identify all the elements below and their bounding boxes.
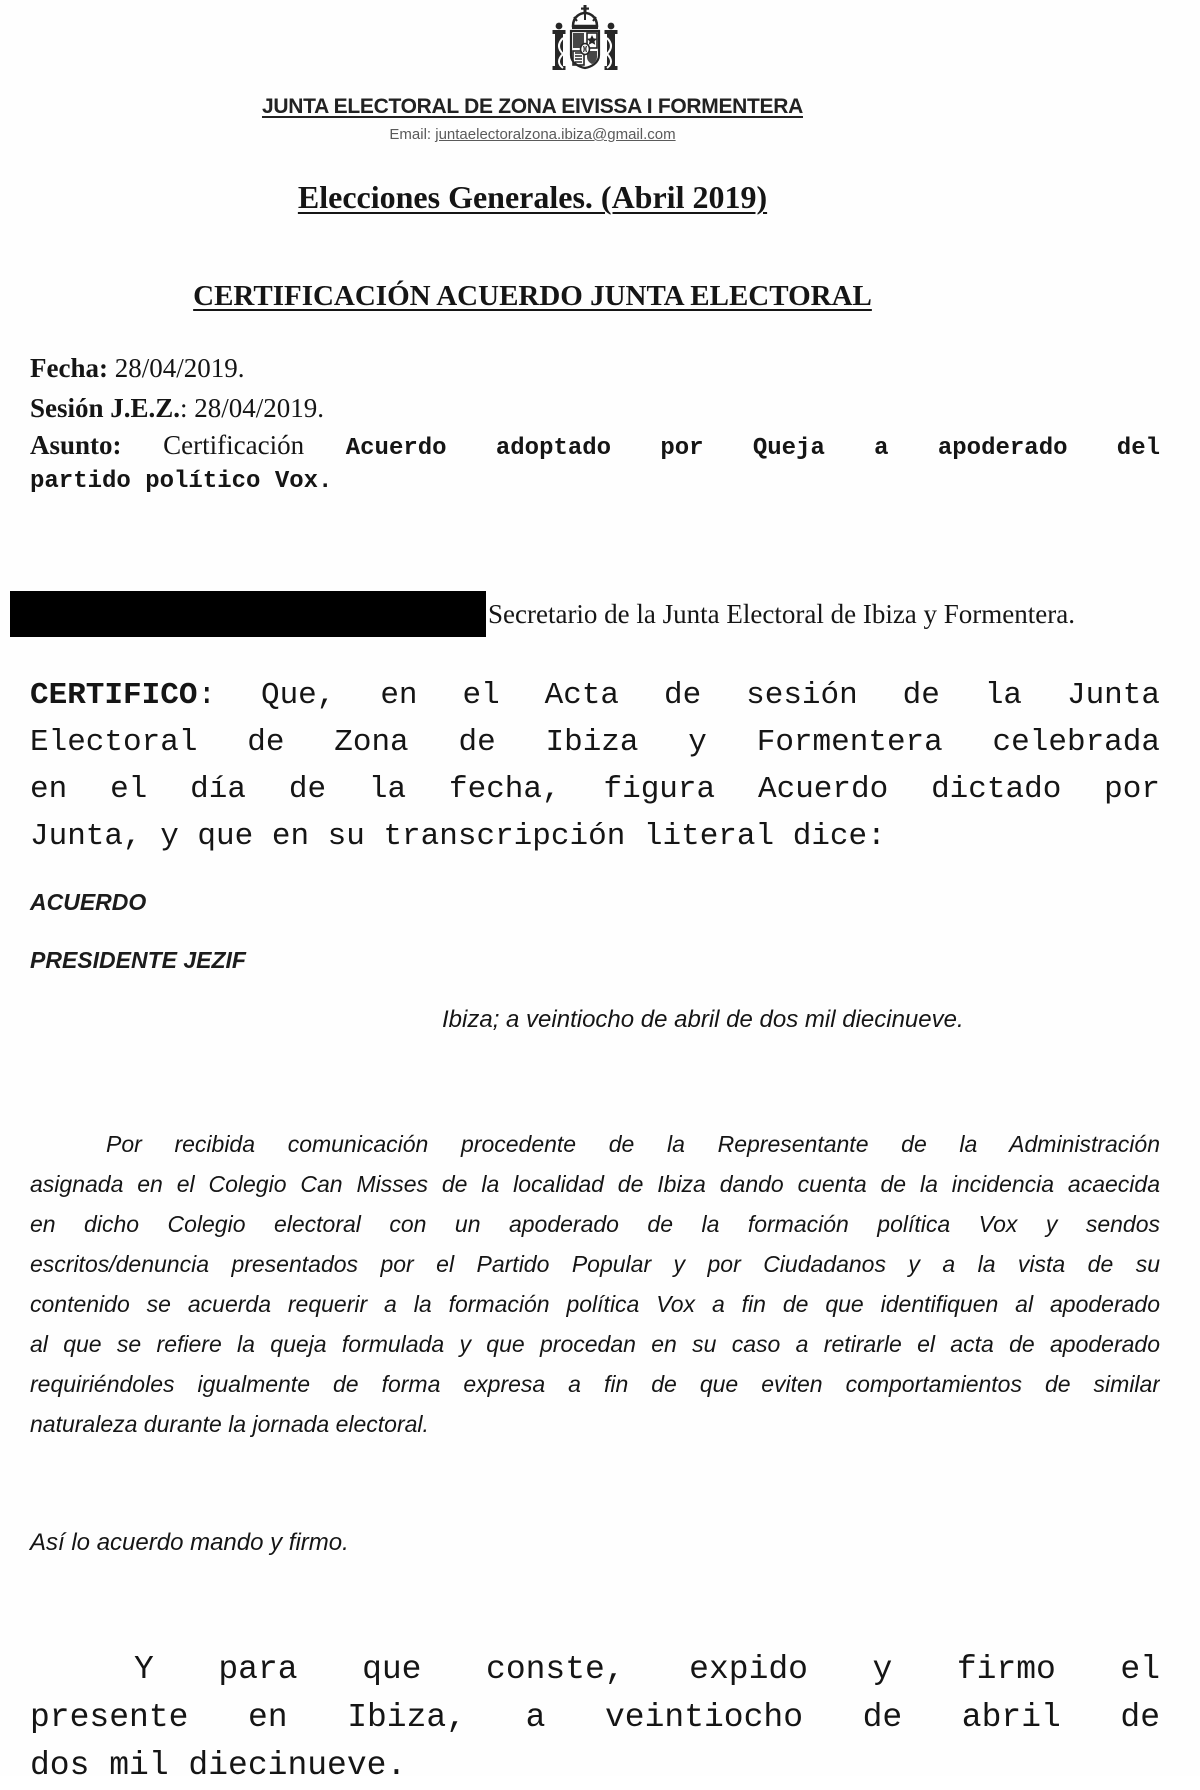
final-line-3: dos mil diecinueve.	[30, 1747, 407, 1784]
fecha-line	[30, 348, 1160, 388]
org-name: JUNTA ELECTORAL DE ZONA EIVISSA I FORMENTERA	[261, 95, 803, 118]
fecha-value: 28/04/2019.	[107, 353, 245, 383]
body-line-8: naturaleza durante la jornada electoral.	[30, 1411, 429, 1437]
certifico-paragraph	[30, 672, 1160, 860]
place-date-line: Ibiza; a veintiocho de abril de dos mil diecinueve.	[442, 1006, 964, 1033]
sesion-label: Sesión J.E.Z.	[30, 393, 181, 423]
coat-of-arms-icon	[547, 4, 623, 86]
final-paragraph	[30, 1646, 1160, 1790]
body-line-2: asignada en el Colegio Can Misses de la localidad de Ibiza dando cuenta de la incidencia acaecida	[30, 1171, 1160, 1197]
body-line-4: escritos/denuncia presentados por el Partido Popular y por Ciudadanos y a la vista de su	[30, 1251, 1160, 1277]
sesion-value: : 28/04/2019.	[180, 393, 325, 423]
asunto-line-2: partido político Vox.	[30, 468, 333, 495]
document-title: Elecciones Generales. (Abril 2019)	[297, 179, 768, 215]
final-line-2: presente en Ibiza, a veintiocho de abril de	[30, 1699, 1160, 1736]
org-header	[30, 94, 1035, 144]
secretario-text: Secretario de la Junta Electoral de Ibiza y Formentera.	[488, 598, 1075, 629]
body-line-3: en dicho Colegio electoral con un apoderado de la formación política Vox y sendos	[30, 1211, 1160, 1237]
certifico-line-3: en el día de la fecha, figura Acuerdo dictado por	[30, 772, 1160, 807]
certifico-line-1	[30, 672, 1160, 719]
certifico-line-4: Junta, y que en su transcripción literal dice:	[30, 819, 886, 854]
final-line-1: Y para que conste, expido y firmo el	[134, 1651, 1160, 1688]
body-paragraph	[30, 1124, 1160, 1444]
asunto-line-1	[30, 428, 1160, 466]
fecha-label: Fecha:	[30, 353, 108, 383]
redaction-box	[10, 591, 486, 637]
presidente-heading: PRESIDENTE JEZIF	[30, 947, 246, 973]
certifico-line-2: Electoral de Zona de Ibiza y Formentera celebrada	[30, 725, 1160, 760]
closing-line: Así lo acuerdo mando y firmo.	[30, 1529, 349, 1556]
email-address-link[interactable]: juntaelectoralzona.ibiza@gmail.com	[435, 126, 676, 143]
meta-block	[30, 348, 1160, 498]
body-line-5: contenido se acuerda requerir a la formación política Vox a fin de que identifiquen al apoderado	[30, 1291, 1160, 1317]
certification-subtitle: CERTIFICACIÓN ACUERDO JUNTA ELECTORAL	[193, 280, 872, 312]
asunto-label: Asunto:	[30, 430, 122, 460]
certifico-line-1-rest: : Que, en el Acta de sesión de la Junta	[197, 678, 1160, 713]
sesion-line	[30, 388, 1160, 428]
asunto-intro: Certificación	[121, 430, 346, 460]
body-line-6: al que se refiere la queja formulada y que procedan en su caso a retirarle el acta de apoderado	[30, 1331, 1160, 1357]
certifico-label: CERTIFICO	[30, 678, 198, 713]
body-line-7: requiriéndoles igualmente de forma expresa a fin de que eviten comportamientos de similar	[30, 1371, 1160, 1397]
email-label: Email:	[389, 126, 432, 143]
body-line-1: Por recibida comunicación procedente de la Representante de la Administración	[106, 1131, 1160, 1157]
acuerdo-heading: ACUERDO	[30, 889, 147, 915]
asunto-mono-1: Acuerdo adoptado por Queja a apoderado del	[345, 435, 1160, 462]
org-email-line	[30, 125, 1035, 144]
coat-of-arms	[30, 4, 1160, 88]
secretario-line	[10, 590, 1160, 638]
